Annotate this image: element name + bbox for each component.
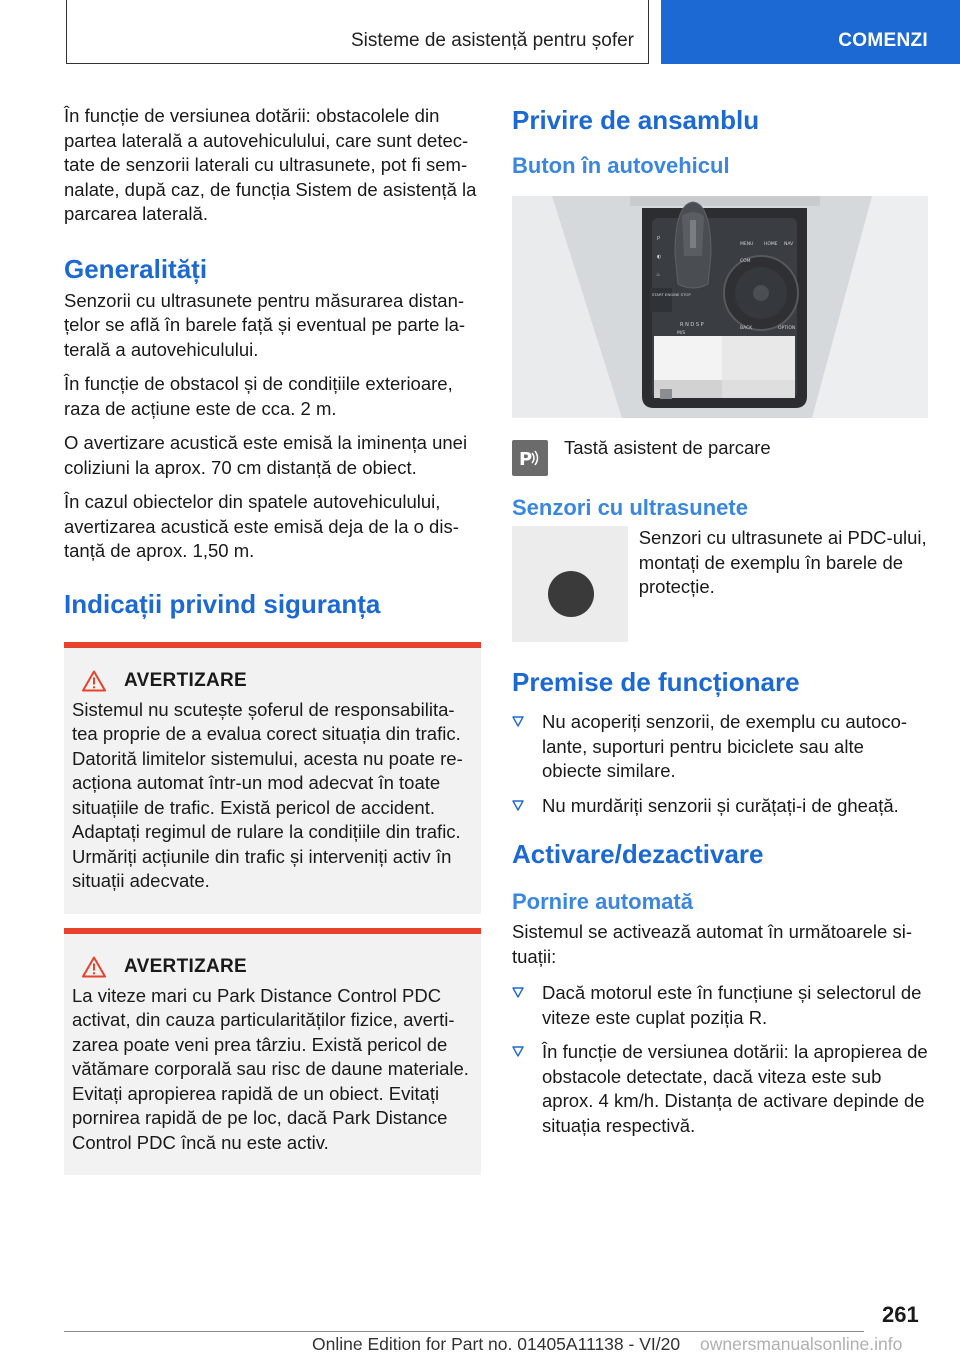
warning-box-2 bbox=[64, 928, 481, 1176]
auto-start-list bbox=[512, 981, 928, 1138]
general-heading: Generalități bbox=[64, 253, 208, 284]
premise-list bbox=[512, 710, 928, 818]
footer-watermark: ownersmanualsonline.info bbox=[700, 1334, 903, 1354]
button-subheading: Buton în autovehicul bbox=[512, 153, 730, 178]
warning-box-1 bbox=[64, 642, 481, 914]
center-console-illustration bbox=[512, 196, 928, 418]
footer-divider bbox=[64, 1331, 864, 1332]
general-paragraph-2: În funcție de obstacol și de condițiile exterioare, raza de acțiune este de cca. 2 m. bbox=[64, 373, 453, 419]
header-tab-comenzi[interactable] bbox=[661, 0, 960, 64]
bullet-triangle-icon bbox=[512, 987, 524, 999]
general-paragraph-4: În cazul obiectelor din spatele autovehiculului, avertizarea acustică este emisă deja de la o distanță de aprox. 1,50 m. bbox=[64, 491, 459, 561]
list-item bbox=[512, 981, 928, 1030]
warning-title: AVERTIZARE bbox=[124, 669, 247, 691]
list-item-text: Nu murdăriți senzorii și curățați-i de gheață. bbox=[542, 794, 899, 816]
warning-text: La viteze mari cu Park Distance Control PDC activat, din cauza particularităților fizice, avertizarea poate veni prea târziu. Există pericol de vătămare corporală sau risc de daune materiale. Evitați apropierea rapidă de un obiect. Evitați pornirea rapidă de pe loc, dacă Park Distance Control PDC încă nu este activ. bbox=[72, 984, 469, 1153]
section-title-text: Sisteme de asistență pentru șofer bbox=[350, 30, 634, 51]
page-number: 261 bbox=[882, 1302, 919, 1327]
com-label: COM bbox=[740, 259, 751, 264]
gear-labels: R N D S P bbox=[680, 322, 704, 328]
svg-text:P: P bbox=[657, 236, 661, 242]
general-paragraph-1: Senzorii cu ultrasunete pentru măsurarea distanțelor se află în barele față și eventual pe parte laterală a autovehiculului. bbox=[64, 289, 466, 360]
footer-edition: Online Edition for Part no. 01405A11138 - VI/20 bbox=[312, 1334, 681, 1354]
svg-text:♨: ♨ bbox=[656, 272, 661, 278]
parking-key-row bbox=[512, 436, 928, 476]
key-caption: Tastă asistent de parcare bbox=[564, 437, 771, 458]
tab-label: COMENZI bbox=[838, 30, 928, 51]
activation-heading: Activare/dezactivare bbox=[512, 839, 764, 869]
sensor-row bbox=[512, 526, 928, 642]
left-column bbox=[64, 104, 481, 1175]
menu-label: MENU bbox=[740, 242, 754, 247]
right-column bbox=[512, 104, 928, 1152]
auto-start-subheading: Pornire automată bbox=[512, 889, 693, 914]
warning-text: Sistemul nu scutește șoferul de responsabilitatea proprie de a evalua corect situația din trafic. Datorită limitelor sistemului, acesta nu poate reacționa automat într-un mod adecvat în toate situațiile de trafic. Există pericol de accident. Adaptați regimul de rulare la condițiile din trafic. Urmăriți acțiunile din trafic și interveniți activ în situații adecvate. bbox=[72, 698, 463, 891]
warning-triangle-icon bbox=[82, 670, 106, 692]
center-console-figure bbox=[512, 196, 928, 418]
option-label: OPTION bbox=[778, 326, 796, 331]
warning-title: AVERTIZARE bbox=[124, 955, 247, 977]
list-item-text: În funcție de versiunea dotării: la apropierea de obstacole detectate, dacă viteza este sub aprox. 4 km/h. Distanța de activare depinde de situația respectivă. bbox=[542, 1041, 928, 1136]
warning-triangle-icon bbox=[82, 956, 106, 978]
sensors-text: Senzori cu ultrasunete ai PDC-ului, montați de exemplu în barele de protecție. bbox=[638, 527, 927, 597]
list-item bbox=[512, 710, 928, 784]
back-label: BACK bbox=[740, 326, 753, 331]
list-item bbox=[512, 794, 928, 819]
list-item bbox=[512, 1040, 928, 1138]
intro-paragraph: În funcție de versiunea dotării: obstacolele din partea laterală a autovehiculului, care sunt detectate de senzorii laterali cu ultrasunete, pot fi semnalate, după caz, de funcția Sistem de asistență la parcarea laterală. bbox=[64, 105, 477, 224]
safety-heading: Indicații privind siguranța bbox=[64, 588, 381, 619]
general-paragraph-3: O avertizare acustică este emisă la iminența unei coliziuni la aprox. 70 cm distanță de obiect. bbox=[64, 432, 468, 478]
home-label: HOME bbox=[764, 242, 778, 247]
nav-label: NAV bbox=[784, 242, 794, 247]
warning-header bbox=[82, 670, 473, 692]
sensors-subheading: Senzori cu ultrasunete bbox=[512, 495, 748, 520]
start-stop-label: START ENGINE STOP bbox=[652, 292, 691, 297]
warning-header bbox=[82, 956, 473, 978]
bullet-triangle-icon bbox=[512, 800, 524, 812]
ms-label: M/S bbox=[677, 331, 686, 336]
list-item-text: Nu acoperiți senzorii, de exemplu cu autocolante, suporturi pentru biciclete sau alte obiecte similare. bbox=[542, 711, 908, 781]
bullet-triangle-icon bbox=[512, 716, 524, 728]
overview-heading: Privire de ansamblu bbox=[512, 105, 760, 135]
header-section-title bbox=[66, 0, 649, 64]
sensor-dot-icon bbox=[548, 571, 594, 617]
ultrasonic-sensor-image bbox=[512, 526, 628, 642]
bullet-triangle-icon bbox=[512, 1046, 524, 1058]
premise-heading: Premise de funcționare bbox=[512, 667, 800, 697]
svg-text:◐: ◐ bbox=[657, 254, 662, 260]
svg-text:P: P bbox=[519, 449, 533, 470]
auto-start-text: Sistemul se activează automat în următoarele situații: bbox=[512, 921, 912, 967]
list-item-text: Dacă motorul este în funcțiune și selectorul de viteze este cuplat poziția R. bbox=[542, 982, 922, 1028]
parking-assistant-key-icon bbox=[512, 440, 548, 476]
